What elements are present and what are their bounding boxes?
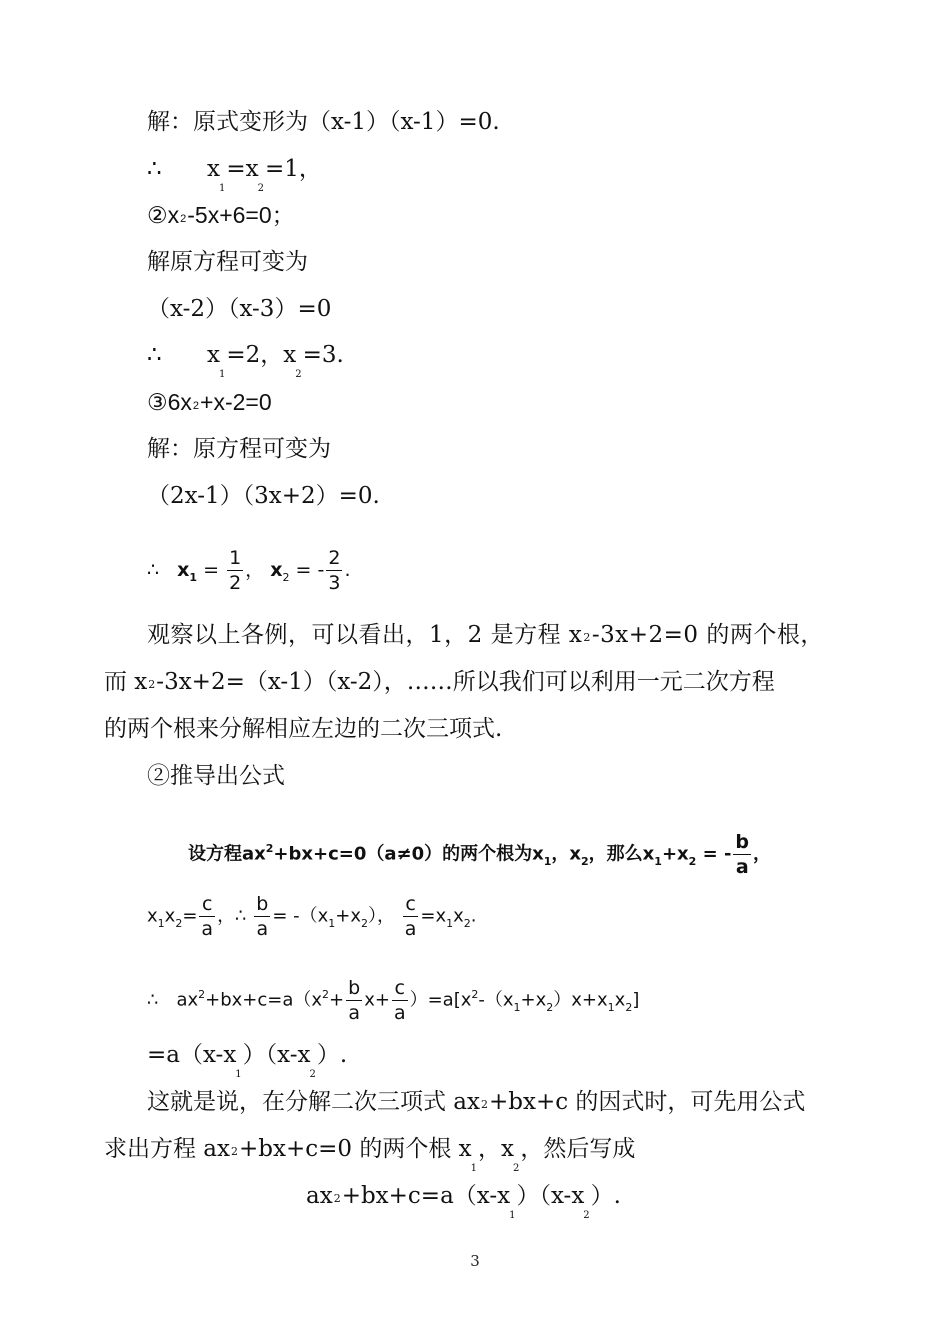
step-heading: 解原方程可变为 <box>147 249 308 275</box>
step-heading-3: 解：原方程可变为 <box>147 436 331 462</box>
formula-vieta-product: $x_1x_2=$ $\frac{c}{a}$ ，∴ $\frac{b}{a}$ = $-(x_1+x_2)$， $\frac{c}{a}$ $=x_1x_2$. <box>147 893 477 940</box>
paragraph-line-1: 观察以上各例，可以看出，1，2 是方程 x2-3x+2=0 的两个根， <box>147 622 824 648</box>
roots-line-1: ∴ $x_1=x_2=1$， <box>147 156 322 194</box>
section-heading: ②推导出公式 <box>147 763 285 789</box>
fraction-c-over-a-2: $\frac{c}{a}$ <box>404 893 417 940</box>
fraction-two-thirds: $\frac{2}{3}$ <box>328 547 341 594</box>
fraction-one-half: $\frac{1}{2}$ <box>229 547 242 594</box>
roots-line-3: ∴ $x_1$ = $\frac{1}{2}$ ， $x_2$ = - $\frac{2}{3}$ . <box>147 547 351 594</box>
fraction-c-over-a: $\frac{c}{a}$ <box>201 893 214 940</box>
conclusion-line-1: 这就是说，在分解二次三项式 ax2+bx+c 的因式时，可先用公式 <box>147 1089 806 1115</box>
factored-2: （x-2）（x-3）=0 <box>147 296 332 322</box>
solution-line: 解：原式变形为（x-1）（x-1）=0. <box>147 109 500 135</box>
page-number: 3 <box>470 1252 480 1270</box>
formula-vieta-sum: 设方程$ax^2+bx+c=0(a\ne 0)$的两个根为$x_1$，$x_2$，那么$x_1+x_2$ = - $\frac{b}{a}$ ， <box>188 831 772 878</box>
paragraph-line-3: 的两个根来分解相应左边的二次三项式. <box>104 716 503 742</box>
equation-3: ③6x2+x-2=0 <box>147 389 272 415</box>
formula-factorization: ∴ $ax^2+bx+c=a(x^2+$ $\frac{b}{a}$ x+ $\frac{c}{a}$ ）$=a[x^2-(x_1+x_2)x+x_1x_2]$ <box>147 977 640 1024</box>
factorization-result: $=a(x-x_1)(x-x_2)$. <box>147 1042 348 1080</box>
factored-3: （2x-1）（3x+2）=0. <box>147 483 380 509</box>
conclusion-line-2: 求出方程 ax2+bx+c=0 的两个根 $x_1$，$x_2$，然后写成 <box>104 1136 636 1174</box>
roots-line-2: ∴ $x_1=2$，$x_2=3$. <box>147 342 344 380</box>
fraction-b-over-a: $\frac{b}{a}$ <box>735 831 750 878</box>
final-formula: $ax2+bx+c=a(x-x_1)(x-x_2)$. <box>306 1183 621 1221</box>
equation-2: ②x2-5x+6=0； <box>147 202 295 228</box>
fraction-c-over-a-3: $\frac{c}{a}$ <box>393 977 406 1024</box>
paragraph-line-2: 而 x2-3x+2=（x-1）（x-2），……所以我们可以利用一元二次方程 <box>104 669 775 695</box>
fraction-b-over-a-2: $\frac{b}{a}$ <box>256 893 269 940</box>
fraction-b-over-a-3: $\frac{b}{a}$ <box>348 977 361 1024</box>
